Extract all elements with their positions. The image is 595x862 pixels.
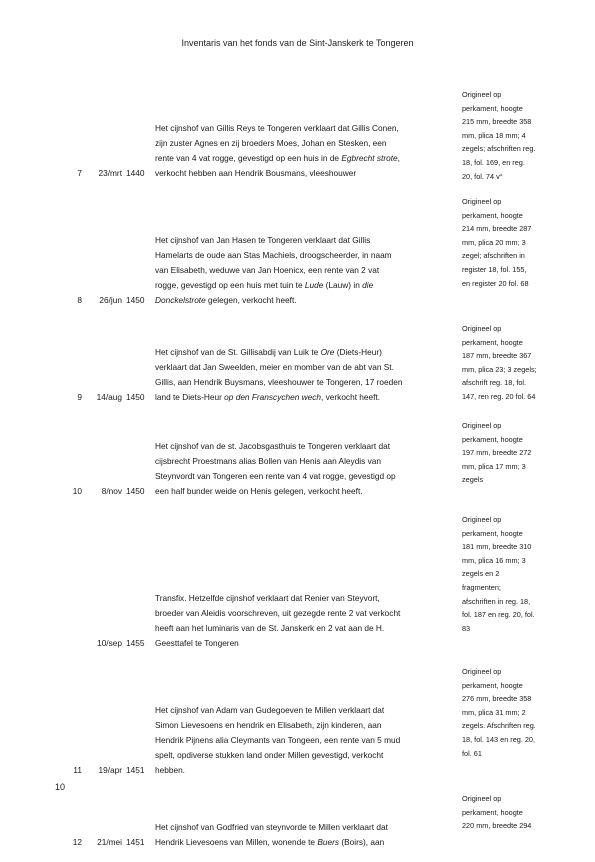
page-number: 10 <box>55 782 66 792</box>
description-line <box>155 606 453 621</box>
inventory-entry <box>0 663 595 778</box>
description-line <box>155 360 453 375</box>
description-line <box>155 263 453 278</box>
description-line <box>155 121 453 136</box>
note-line: zegels. Afschriften reg. <box>462 721 536 731</box>
inventory-entry <box>0 86 595 181</box>
description-line <box>155 591 453 606</box>
note-line: 215 mm, breedte 358 <box>462 117 532 127</box>
note-line: Origineel op <box>462 667 502 676</box>
note-line: mm, plica 16 mm; 3 <box>462 555 526 565</box>
inventory-entry <box>0 790 595 850</box>
note-line: 18, fol. 169, en reg. <box>462 157 525 167</box>
description-text: verklaart dat Jan Sweelden, meier en momber van de abt van St. <box>155 362 394 372</box>
description-text: Hendrik Pijnens alia Cleymants van Tongeen, een rente van 5 mud <box>155 735 401 745</box>
description-line <box>155 151 453 166</box>
note-line: Origineel op <box>462 794 502 803</box>
entry-description <box>155 591 453 651</box>
description-text: rente van 4 vat rogge, gevestigd op een huis in de <box>155 153 342 163</box>
description-line <box>155 136 453 151</box>
entry-date: 8/nov <box>101 486 122 496</box>
italic-place-name: Ore <box>320 347 335 357</box>
note-line: zegels; afschriften reg. <box>462 144 536 154</box>
entry-year: 1450 <box>126 392 145 402</box>
description-line <box>155 278 453 293</box>
note-line: 214 mm, breedte 287 <box>462 224 532 234</box>
description-line <box>155 636 453 651</box>
inventory-entry <box>0 511 595 651</box>
note-line: 220 mm, breedte 294 <box>462 821 532 831</box>
note-line: fol. 187 en reg. 20, fol. <box>462 610 535 620</box>
entry-archival-note <box>462 88 560 183</box>
description-line <box>155 763 453 778</box>
note-line: Origineel op <box>462 421 502 430</box>
note-line: 83 <box>462 623 471 633</box>
entry-year: 1450 <box>126 295 145 305</box>
description-line <box>155 345 453 360</box>
description-line <box>155 390 453 405</box>
entry-date: 23/mrt <box>98 168 122 178</box>
entry-archival-note <box>462 513 560 635</box>
description-text: Het cijnshof van Godfried van steynvorde te Millen verklaart dat <box>155 822 388 832</box>
note-line: fol. 61 <box>462 748 482 758</box>
note-line: 20, fol. 74 v° <box>462 171 503 181</box>
description-text: spelt, opdiverse stukken land onder Millen gevestigd, verkocht <box>155 750 384 760</box>
note-line: perkament, hoogte <box>462 807 523 817</box>
description-text: Hendrik Lievesoens van Millen, wonende te <box>155 837 318 847</box>
entry-year: 1440 <box>126 168 145 178</box>
note-line: 18, fol. 143 en reg. 20, <box>462 734 536 744</box>
entry-year: 1455 <box>126 638 145 648</box>
description-text: broeder van Aleidis voorschreven, uit gezegde rente 2 vat verkocht <box>155 608 401 618</box>
entry-archival-note <box>462 195 560 290</box>
entry-year: 1451 <box>126 837 145 847</box>
description-line <box>155 454 453 469</box>
note-line: 276 mm, breedte 358 <box>462 694 532 704</box>
note-line: mm, plica 20 mm; 3 <box>462 237 526 247</box>
description-text: gelegen, verkocht heeft. <box>205 295 297 305</box>
note-line: perkament, hoogte <box>462 528 523 538</box>
note-line: perkament, hoogte <box>462 434 523 444</box>
note-line: afschrift reg. 18, fol. <box>462 378 527 388</box>
entry-number: 7 <box>77 168 82 178</box>
italic-place-name: Donckelstrote <box>155 295 206 305</box>
note-line: 197 mm, breedte 272 <box>462 448 532 458</box>
inventory-entry <box>0 320 595 405</box>
description-text: Simon Lievesoens en hendrik en Elisabeth, zijn kinderen, aan <box>155 720 382 730</box>
description-line <box>155 484 453 499</box>
entry-date: 14/aug <box>96 392 122 402</box>
italic-place-name: Egbrecht strote <box>341 153 398 163</box>
description-text: (Diets-Heur) <box>334 347 382 357</box>
italic-place-name: op den Franscychen wech <box>224 392 322 402</box>
entry-date: 10/sep <box>97 638 122 648</box>
note-line: zegel; afschriften in <box>462 251 525 261</box>
entry-description <box>155 121 453 181</box>
note-line: Origineel op <box>462 90 502 99</box>
note-line: en register 20 fol. 68 <box>462 278 529 288</box>
note-line: Origineel op <box>462 515 502 524</box>
description-text: rogge, gevestigd op een huis met tuin te <box>155 280 305 290</box>
note-line: perkament, hoogte <box>462 680 523 690</box>
italic-place-name: Buers <box>317 837 340 847</box>
description-text: , <box>397 153 400 163</box>
entry-number: 10 <box>72 486 82 496</box>
description-line <box>155 375 453 390</box>
note-line: zegels en 2 <box>462 569 500 579</box>
description-text: Het cijnshof van de St. Gillisabdij van Luik te <box>155 347 321 357</box>
note-line: mm, plica 17 mm; 3 <box>462 461 526 471</box>
note-line: 187 mm, breedte 367 <box>462 351 532 361</box>
description-line <box>155 439 453 454</box>
description-line <box>155 748 453 763</box>
note-line: perkament, hoogte <box>462 103 523 113</box>
description-text: (Boirs), aan <box>339 837 385 847</box>
description-text: Het cijnshof van de st. Jacobsgasthuis te Tongeren verklaart dat <box>155 441 391 451</box>
note-line: afschriften in reg. 18, <box>462 596 531 606</box>
description-line <box>155 733 453 748</box>
description-text: zijn zuster Agnes en zij broeders Moes, Johan en Stesken, een <box>155 138 387 148</box>
entry-date: 21/mei <box>97 837 122 847</box>
description-text: verkocht hebben aan Hendrik Bousmans, vleeshouwer <box>155 168 357 178</box>
description-text: (Lauw) in <box>323 280 363 290</box>
description-line <box>155 621 453 636</box>
entry-number: 11 <box>73 765 82 775</box>
description-text: hebben. <box>155 765 185 775</box>
inventory-entry <box>0 417 595 499</box>
document-header: Inventaris van het fonds van de Sint-Janskerk te Tongeren <box>181 38 414 48</box>
description-text: land te Diets-Heur <box>155 392 225 402</box>
note-line: 147, ren reg. 20 fol. 64 <box>462 391 536 401</box>
description-text: Steynvordt van Tongeren een rente van 4 vat rogge, gevestigd op <box>155 471 396 481</box>
entry-number: 8 <box>77 295 82 305</box>
description-line <box>155 166 453 181</box>
description-text: Hamelarts de oude aan Stas Machiels, droogscheerder, in naam <box>155 250 392 260</box>
description-text: van Elisabeth, weduwe van Jan Hoenicx, een rente van 2 vat <box>155 265 380 275</box>
entry-archival-note <box>462 665 560 760</box>
note-line: perkament, hoogte <box>462 337 523 347</box>
note-line: fragmenten; <box>462 582 501 592</box>
entry-description <box>155 345 453 405</box>
description-text: Het cijnshof van Jan Hasen te Tongeren verklaart dat Gillis <box>155 235 371 245</box>
entry-date: 26/jun <box>99 295 122 305</box>
entry-number: 12 <box>72 837 82 847</box>
note-line: 181 mm, breedte 310 <box>462 542 532 552</box>
description-text: , verkocht heeft. <box>321 392 381 402</box>
description-line <box>155 233 453 248</box>
entry-number: 9 <box>77 392 82 402</box>
entry-year: 1451 <box>126 765 145 775</box>
note-line: zegels <box>462 475 484 485</box>
description-line <box>155 248 453 263</box>
note-line: Origineel op <box>462 197 502 206</box>
note-line: mm, plica 23; 3 zegels; <box>462 364 537 374</box>
description-text: Het cijnshof van Gillis Reys te Tongeren verklaart dat Gillis Conen, <box>155 123 399 133</box>
description-line <box>155 703 453 718</box>
description-text: Transfix. Hetzelfde cijnshof verklaart dat Renier van Steyvort, <box>155 593 380 603</box>
description-line <box>155 820 453 835</box>
description-text: Gillis, aan Hendrik Buysmans, vleeshouwer te Tongeren, 17 roeden <box>155 377 403 387</box>
description-line <box>155 835 453 850</box>
note-line: perkament, hoogte <box>462 210 523 220</box>
entry-year: 1450 <box>126 486 145 496</box>
description-text: heeft aan het luminaris van de St. Janskerk en 2 vat aan de H. <box>155 623 385 633</box>
italic-place-name: die <box>362 280 374 290</box>
inventory-entries <box>0 86 595 862</box>
note-line: mm, plica 18 mm; 4 <box>462 130 526 140</box>
description-line <box>155 293 453 308</box>
description-line <box>155 718 453 733</box>
description-line <box>155 469 453 484</box>
italic-place-name: Lude <box>304 280 324 290</box>
note-line: mm, plica 31 mm; 2 <box>462 707 526 717</box>
entry-date: 19/apr <box>98 765 122 775</box>
description-text: Het cijnshof van Adam van Gudegoeven te Millen verklaart dat <box>155 705 385 715</box>
note-line: Origineel op <box>462 324 502 333</box>
entry-description <box>155 439 453 499</box>
description-text: een half bunder weide on Henis gelegen, verkocht heeft. <box>155 486 363 496</box>
entry-archival-note <box>462 792 560 833</box>
entry-archival-note <box>462 322 560 404</box>
note-line: register 18, fol. 155, <box>462 264 527 274</box>
entry-description <box>155 233 453 308</box>
inventory-entry <box>0 193 595 308</box>
description-text: cijsbrecht Proestmans alias Bollen van Henis aan Aleydis van <box>155 456 381 466</box>
entry-archival-note <box>462 419 560 487</box>
entry-description <box>155 820 453 850</box>
entry-description <box>155 703 453 778</box>
description-text: Geesttafel te Tongeren <box>155 638 239 648</box>
